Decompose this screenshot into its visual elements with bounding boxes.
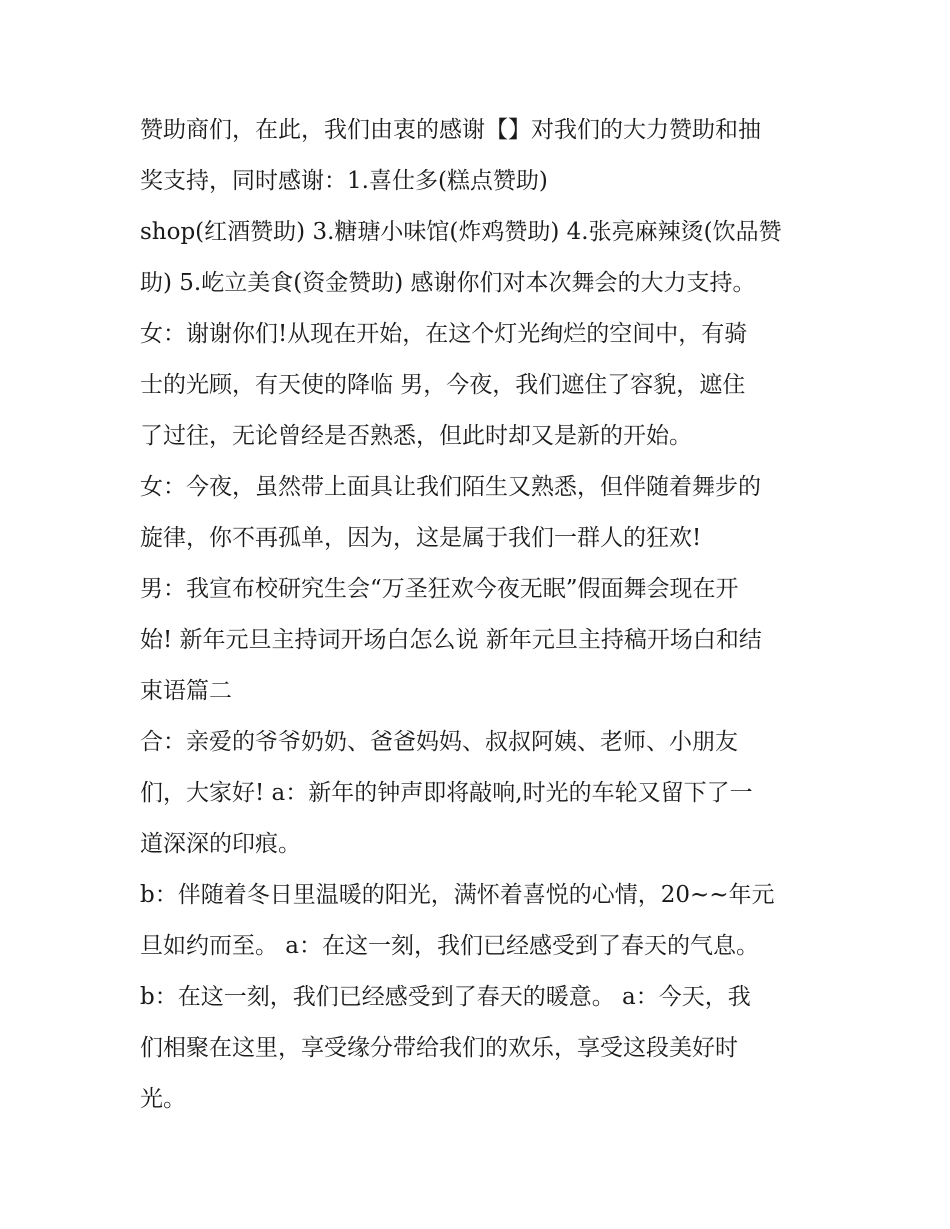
paragraph-male-announcement: 男：我宣布校研究生会“万圣狂欢今夜无眠”假面舞会现在开 始! 新年元旦主持词开场白怎么说 新年元旦主持稿开场白和结 束语篇二 [140, 576, 762, 704]
paragraph-b-winter-sun: b：伴随着冬日里温暖的阳光，满怀着喜悦的心情，20~~年元 旦如约而至。 a：在这一刻，我们已经感受到了春天的气息。 [140, 882, 775, 959]
paragraph-joint-greeting: 合：亲爱的爷爷奶奶、爸爸妈妈、叔叔阿姨、老师、小朋友 们，大家好! a：新年的钟声即将敲响,时光的车轮又留下了一 道深深的印痕。 [140, 729, 753, 857]
paragraph-sponsors-thanks: 赞助商们，在此，我们由衷的感谢【】对我们的大力赞助和抽 奖支持，同时感谢：1.喜仕多(糕点赞助) [140, 117, 761, 194]
paragraph-sponsor-list: shop(红酒赞助) 3.糖瑭小味馆(炸鸡赞助) 4.张亮麻辣烫(饮品赞 助) 5.屹立美食(资金赞助) 感谢你们对本次舞会的大力支持。 [140, 219, 782, 296]
paragraph-female-opening: 女：谢谢你们!从现在开始，在这个灯光绚烂的空间中，有骑 士的光顾，有天使的降临 男，今夜，我们遮住了容貌，遮住 了过往，无论曾经是否熟悉，但此时却又是新的开始。 [140, 321, 748, 449]
paragraph-b-spring-warmth: b：在这一刻，我们已经感受到了春天的暖意。 a：今天，我 们相聚在这里，享受缘分带给我们的欢乐，享受这段美好时 光。 [140, 984, 751, 1112]
paragraph-female-tonight: 女：今夜，虽然带上面具让我们陌生又熟悉，但伴随着舞步的 旋律，你不再孤单，因为，这是属于我们一群人的狂欢! [140, 474, 761, 551]
document-body [140, 105, 820, 1125]
